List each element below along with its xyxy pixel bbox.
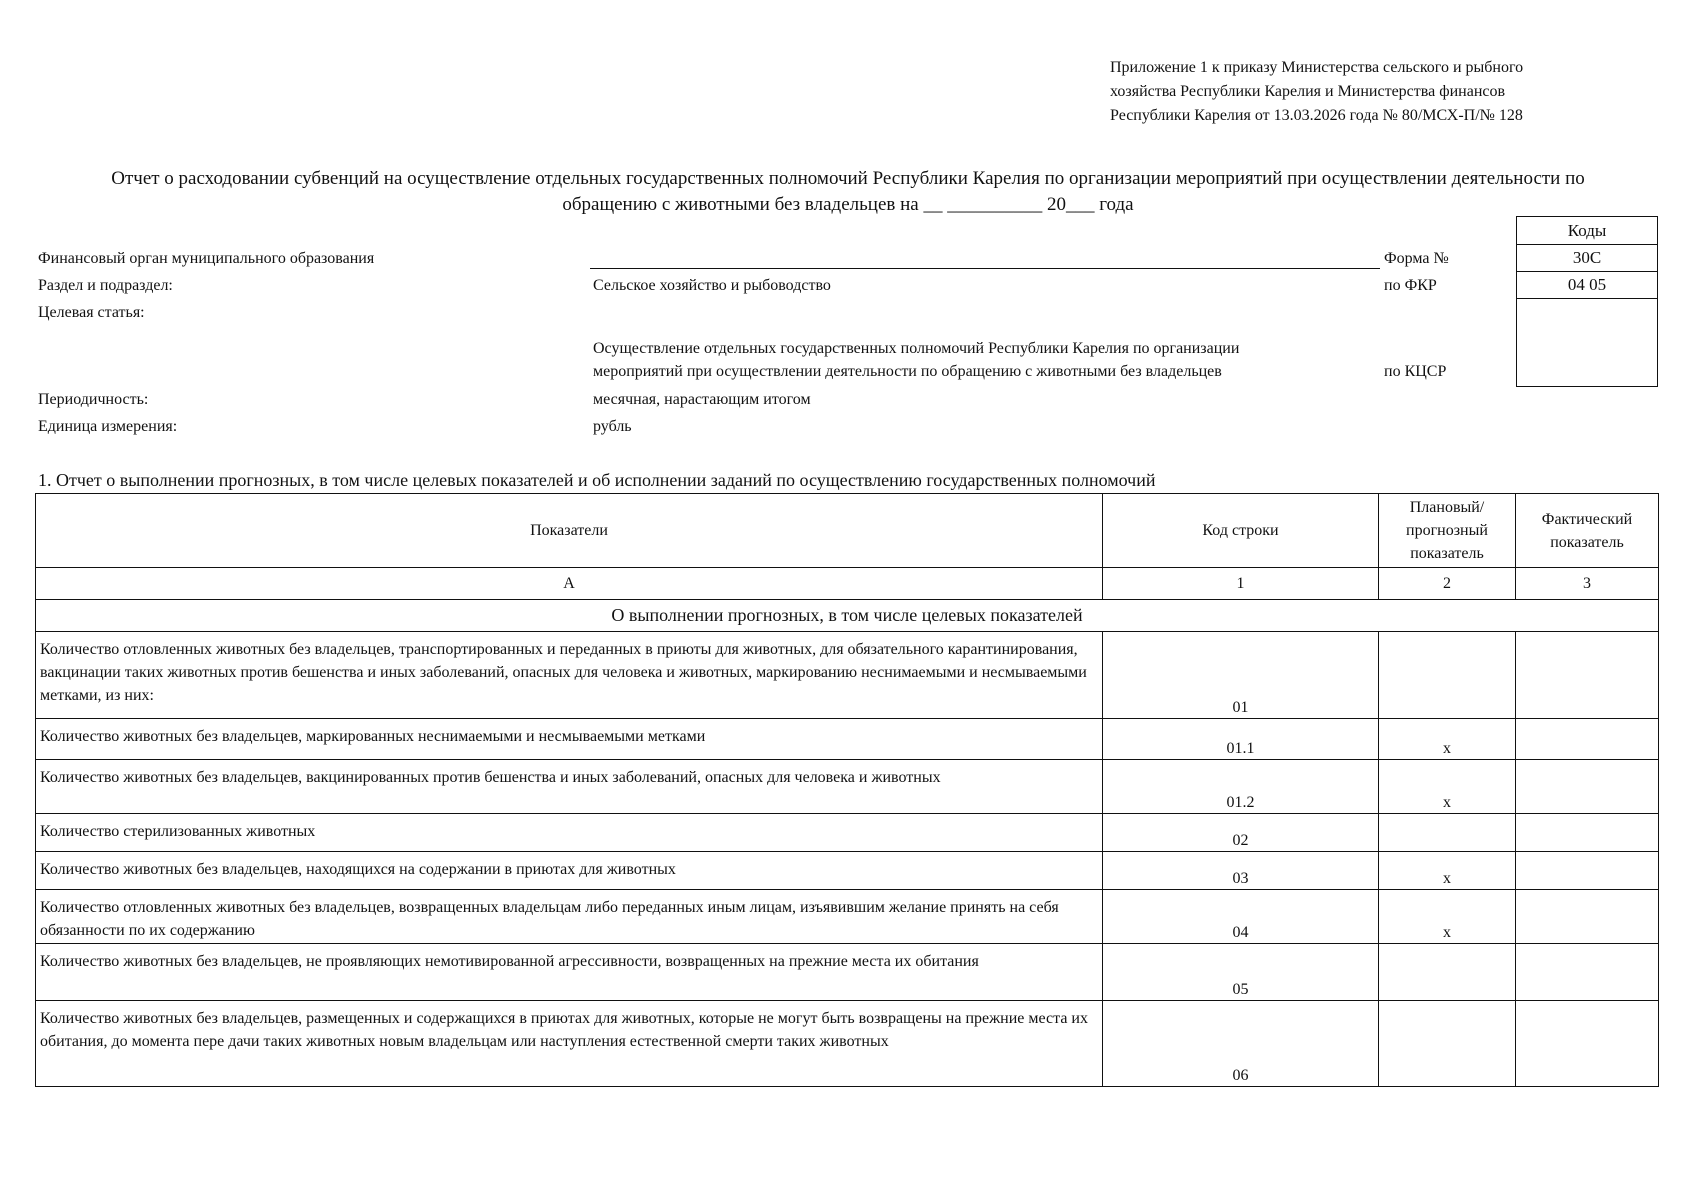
- forma-label: Форма №: [1384, 250, 1449, 267]
- row-plan: [1379, 1001, 1516, 1087]
- col-header-fact: Фактический показатель: [1516, 494, 1659, 568]
- row-plan: [1379, 944, 1516, 1001]
- row-code: 01.1: [1103, 719, 1379, 760]
- row-code: 02: [1103, 814, 1379, 852]
- report-title-line: Отчет о расходовании субвенций на осуществление отдельных государственных полномочий Республики Карелия по организации мероприятий при осуществлении деятельности по: [111, 168, 1585, 189]
- kcsr-code: [1517, 299, 1658, 387]
- col-index: А: [36, 568, 1103, 600]
- table-row: [36, 852, 1659, 890]
- group-title: О выполнении прогнозных, в том числе целевых показателей: [36, 600, 1659, 632]
- section-title: 1. Отчет о выполнении прогнозных, в том числе целевых показателей и об исполнении заданий по осуществлению государственных полномочий: [38, 470, 1156, 490]
- row-plan: х: [1379, 852, 1516, 890]
- indicators-table: [35, 493, 1659, 1087]
- table-row: [36, 760, 1659, 814]
- fin-organ-underline: [590, 268, 1380, 269]
- unit-value: рубль: [593, 418, 632, 435]
- row-fact: [1516, 852, 1659, 890]
- row-text: Количество отловленных животных без владельцев, транспортированных и переданных в приюты для животных, для обязательного карантинирования, вакцинации таких животных против бешенства и иных заболеваний, опасных для человека и животных, маркированию неснимаемыми и несмываемыми метками, из них:: [36, 632, 1103, 719]
- table-row: [36, 890, 1659, 944]
- row-text: Количество животных без владельцев, находящихся на содержании в приютах для животных: [36, 852, 1103, 890]
- row-text: Количество животных без владельцев, размещенных и содержащихся в приютах для животных, которые не могут быть возвращены на прежние места их обитания, до момента пере дачи таких животных новым владельцам или наступления естественной смерти таких животных: [36, 1001, 1103, 1087]
- row-text: Количество животных без владельцев, вакцинированных против бешенства и иных заболеваний, опасных для человека и животных: [36, 760, 1103, 814]
- row-fact: [1516, 760, 1659, 814]
- col-index: 1: [1103, 568, 1379, 600]
- table-row: [36, 632, 1659, 719]
- col-index: 3: [1516, 568, 1659, 600]
- row-code: 04: [1103, 890, 1379, 944]
- row-fact: [1516, 632, 1659, 719]
- fin-organ-label: Финансовый орган муниципального образования: [38, 250, 375, 267]
- row-plan: х: [1379, 719, 1516, 760]
- unit-label: Единица измерения:: [38, 418, 178, 435]
- row-plan: х: [1379, 760, 1516, 814]
- report-title-line: обращению с животными без владельцев на __ __________ 20___ года: [562, 194, 1134, 215]
- celevaya-value-line: Осуществление отдельных государственных полномочий Республики Карелия по организации: [593, 340, 1240, 357]
- row-code: 06: [1103, 1001, 1379, 1087]
- table-row: [36, 944, 1659, 1001]
- razdel-value: Сельское хозяйство и рыбоводство: [593, 277, 831, 294]
- col-header-plan: Плановый/ прогнозный показатель: [1379, 494, 1516, 568]
- celevaya-label: Целевая статья:: [38, 304, 145, 321]
- col-header-indicators: Показатели: [36, 494, 1103, 568]
- row-plan: [1379, 814, 1516, 852]
- row-fact: [1516, 944, 1659, 1001]
- row-fact: [1516, 1001, 1659, 1087]
- row-code: 05: [1103, 944, 1379, 1001]
- period-label: Периодичность:: [38, 391, 149, 408]
- table-row: [36, 1001, 1659, 1087]
- report-title: [40, 166, 1656, 218]
- period-value: месячная, нарастающим итогом: [593, 391, 811, 408]
- row-plan: х: [1379, 890, 1516, 944]
- appendix-line: Республики Карелия от 13.03.2026 года № 80/МСХ-П/№ 128: [1110, 107, 1523, 124]
- appendix-line: хозяйства Республики Карелия и Министерства финансов: [1110, 83, 1506, 100]
- row-code: 03: [1103, 852, 1379, 890]
- row-text: Количество стерилизованных животных: [36, 814, 1103, 852]
- row-text: Количество животных без владельцев, маркированных неснимаемыми и несмываемыми метками: [36, 719, 1103, 760]
- row-fact: [1516, 719, 1659, 760]
- fkr-code: 04 05: [1517, 272, 1658, 299]
- forma-code: 30С: [1517, 245, 1658, 272]
- row-code: 01.2: [1103, 760, 1379, 814]
- row-fact: [1516, 814, 1659, 852]
- table-row: [36, 814, 1659, 852]
- row-fact: [1516, 890, 1659, 944]
- celevaya-value-line: мероприятий при осуществлении деятельности по обращению с животными без владельцев: [593, 363, 1222, 380]
- col-index: 2: [1379, 568, 1516, 600]
- appendix-line: Приложение 1 к приказу Министерства сельского и рыбного: [1110, 59, 1524, 76]
- col-header-code: Код строки: [1103, 494, 1379, 568]
- appendix-note: [1110, 56, 1630, 128]
- row-text: Количество животных без владельцев, не проявляющих немотивированной агрессивности, возвращенных на прежние места их обитания: [36, 944, 1103, 1001]
- codes-header: Коды: [1517, 217, 1658, 245]
- fkr-label: по ФКР: [1384, 277, 1437, 294]
- codes-table: [1516, 216, 1658, 387]
- razdel-label: Раздел и подраздел:: [38, 277, 173, 294]
- table-row: [36, 719, 1659, 760]
- row-plan: [1379, 632, 1516, 719]
- kcsr-label: по КЦСР: [1384, 363, 1447, 380]
- row-code: 01: [1103, 632, 1379, 719]
- row-text: Количество отловленных животных без владельцев, возвращенных владельцам либо переданных иным лицам, изъявившим желание принять на себя обязанности по их содержанию: [36, 890, 1103, 944]
